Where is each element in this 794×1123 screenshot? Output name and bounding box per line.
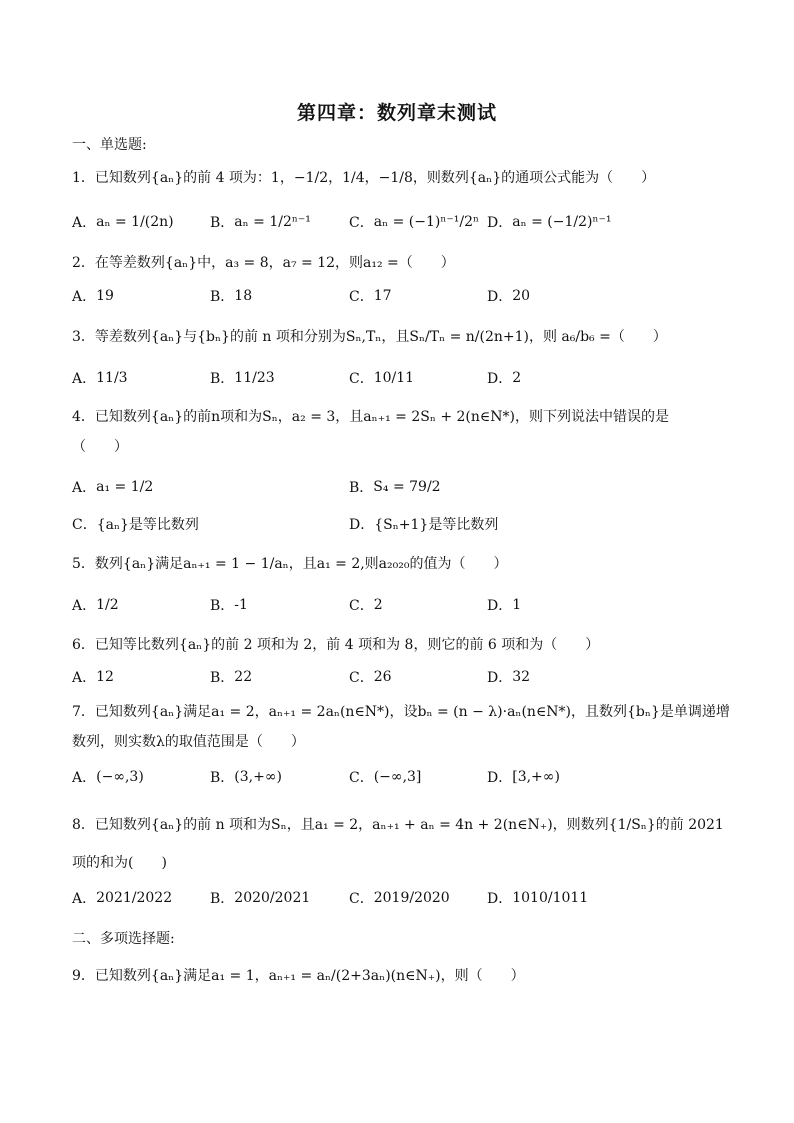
question-7: 7．已知数列{aₙ}满足a₁ = 2，aₙ₊₁ = 2aₙ(n∈N*)，设bₙ = (n − λ)·aₙ(n∈N*)，且数列{bₙ}是单调递增数列，则实数λ的取值范围是（ ） xyxy=(72,704,730,750)
option-a[interactable]: A． 19 xyxy=(72,288,114,305)
question-4-options-row1 xyxy=(72,470,732,504)
option-d[interactable]: D． 20 xyxy=(487,288,531,305)
option-b[interactable]: B． aₙ = 1/2ⁿ⁻¹ xyxy=(210,214,311,231)
option-c[interactable]: C． 2 xyxy=(349,597,383,614)
option-d[interactable]: D． 32 xyxy=(487,669,531,686)
question-8: 8．已知数列{aₙ}的前 n 项和为Sₙ，且a₁ = 2，aₙ₊₁ + aₙ = 4n + 2(n∈N₊)，则数列{1/Sₙ}的前 2021 项的和为( ) xyxy=(72,817,724,871)
option-d[interactable]: D． aₙ = (−1/2)ⁿ⁻¹ xyxy=(487,214,612,231)
option-a[interactable]: A． 1/2 xyxy=(72,597,119,614)
option-c[interactable]: C． aₙ = (−1)ⁿ⁻¹/2ⁿ xyxy=(349,214,480,231)
option-b[interactable]: B． 18 xyxy=(210,288,253,305)
option-a[interactable]: A． a₁ = 1/2 xyxy=(72,479,154,496)
question-8-options xyxy=(72,881,732,915)
option-a[interactable]: A． (−∞,3) xyxy=(72,769,144,786)
question-4: 4．已知数列{aₙ}的前n项和为Sₙ，a₂ = 3，且aₙ₊₁ = 2Sₙ + 2(n∈N*)，则下列说法中错误的是（ ） xyxy=(72,409,669,455)
option-b[interactable]: B． 2020/2021 xyxy=(210,890,311,907)
option-b[interactable]: B． S₄ = 79/2 xyxy=(349,479,441,496)
section-single-choice: 一、单选题: xyxy=(72,137,147,153)
question-7-options xyxy=(72,760,732,794)
option-a[interactable]: A． 11/3 xyxy=(72,370,128,387)
section-multiple-choice: 二、多项选择题: xyxy=(72,931,175,947)
question-2: 2．在等差数列{aₙ}中，a₃ = 8，a₇ = 12，则a₁₂ =（ ） xyxy=(72,255,455,271)
option-b[interactable]: B． 11/23 xyxy=(210,370,275,387)
option-c[interactable]: C． (−∞,3] xyxy=(349,769,422,786)
option-c[interactable]: C． {aₙ}是等比数列 xyxy=(72,517,199,533)
option-d[interactable]: D． [3,+∞) xyxy=(487,769,560,786)
question-6-options xyxy=(72,660,732,694)
question-3-options xyxy=(72,361,732,395)
question-2-options xyxy=(72,279,732,313)
option-c[interactable]: C． 2019/2020 xyxy=(349,890,450,907)
option-c[interactable]: C． 17 xyxy=(349,288,392,305)
question-6: 6．已知等比数列{aₙ}的前 2 项和为 2，前 4 项和为 8，则它的前 6 项和为（ ） xyxy=(72,637,600,653)
question-5-options xyxy=(72,588,732,622)
option-c[interactable]: C． 26 xyxy=(349,669,392,686)
option-c[interactable]: C． 10/11 xyxy=(349,370,415,387)
question-1: 1．已知数列{aₙ}的前 4 项为：1，−1/2，1/4，−1/8，则数列{aₙ}的通项公式能为（ ） xyxy=(72,170,656,186)
option-a[interactable]: A． 2021/2022 xyxy=(72,890,173,907)
option-d[interactable]: D． {Sₙ+1}是等比数列 xyxy=(349,517,499,533)
question-9: 9．已知数列{aₙ}满足a₁ = 1，aₙ₊₁ = aₙ/(2+3aₙ)(n∈N₊)，则（ ） xyxy=(72,968,525,984)
question-1-options xyxy=(72,205,732,239)
page-title: 第四章：数列章末测试 xyxy=(296,102,497,124)
question-3: 3．等差数列{aₙ}与{bₙ}的前 n 项和分别为Sₙ,Tₙ，且Sₙ/Tₙ = n/(2n+1)，则 a₆/b₆ =（ ） xyxy=(72,329,667,345)
question-4-options-row2 xyxy=(72,507,732,541)
option-b[interactable]: B． (3,+∞) xyxy=(210,769,282,786)
option-d[interactable]: D． 1 xyxy=(487,597,522,614)
option-a[interactable]: A． aₙ = 1/(2n) xyxy=(72,214,174,231)
option-b[interactable]: B． -1 xyxy=(210,597,248,614)
option-b[interactable]: B． 22 xyxy=(210,669,253,686)
option-d[interactable]: D． 1010/1011 xyxy=(487,890,589,907)
option-d[interactable]: D． 2 xyxy=(487,370,522,387)
question-5: 5．数列{aₙ}满足aₙ₊₁ = 1 − 1/aₙ，且a₁ = 2,则a₂₀₂₀的值为（ ） xyxy=(72,556,508,572)
option-a[interactable]: A． 12 xyxy=(72,669,114,686)
